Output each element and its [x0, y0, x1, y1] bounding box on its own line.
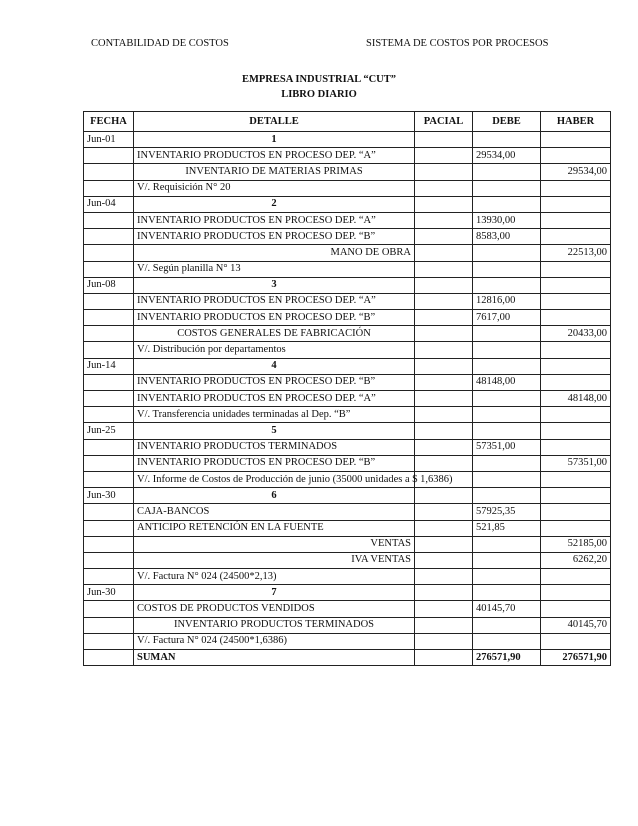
cell-detalle: COSTOS DE PRODUCTOS VENDIDOS	[134, 601, 415, 617]
cell-detalle: SUMAN	[134, 650, 415, 666]
cell-parcial	[415, 536, 473, 552]
cell-haber	[541, 261, 611, 277]
cell-parcial	[415, 293, 473, 309]
cell-haber	[541, 407, 611, 423]
table-row	[84, 520, 611, 536]
cell-debe	[473, 277, 541, 293]
header-left-subject: CONTABILIDAD DE COSTOS	[91, 38, 229, 49]
table-row	[84, 374, 611, 390]
cell-debe: 29534,00	[473, 148, 541, 164]
cell-fecha	[84, 633, 134, 649]
cell-parcial	[415, 374, 473, 390]
cell-haber	[541, 180, 611, 196]
table-row	[84, 293, 611, 309]
cell-haber	[541, 358, 611, 374]
table-row	[84, 407, 611, 423]
table-row	[84, 212, 611, 228]
cell-fecha	[84, 164, 134, 180]
cell-fecha	[84, 391, 134, 407]
cell-debe: 521,85	[473, 520, 541, 536]
cell-debe	[473, 391, 541, 407]
cell-parcial	[415, 601, 473, 617]
column-header-debe: DEBE	[473, 112, 541, 132]
cell-debe: 7617,00	[473, 310, 541, 326]
cell-debe: 8583,00	[473, 229, 541, 245]
cell-debe	[473, 407, 541, 423]
cell-haber	[541, 488, 611, 504]
cell-debe: 48148,00	[473, 374, 541, 390]
cell-parcial	[415, 358, 473, 374]
table-row	[84, 180, 611, 196]
cell-haber: 57351,00	[541, 455, 611, 471]
cell-debe: 13930,00	[473, 212, 541, 228]
cell-detalle: IVA VENTAS	[134, 552, 415, 568]
cell-detalle: 6	[134, 488, 415, 504]
cell-detalle: 1	[134, 132, 415, 148]
table-row	[84, 391, 611, 407]
cell-fecha	[84, 504, 134, 520]
cell-haber	[541, 196, 611, 212]
cell-debe: 57925,35	[473, 504, 541, 520]
cell-detalle: VENTAS	[134, 536, 415, 552]
cell-parcial	[415, 650, 473, 666]
cell-debe	[473, 488, 541, 504]
cell-parcial	[415, 310, 473, 326]
column-header-fecha: FECHA	[84, 112, 134, 132]
cell-detalle: CAJA-BANCOS	[134, 504, 415, 520]
column-header-detalle: DETALLE	[134, 112, 415, 132]
cell-detalle: MANO DE OBRA	[134, 245, 415, 261]
cell-debe	[473, 552, 541, 568]
cell-parcial	[415, 617, 473, 633]
cell-parcial	[415, 212, 473, 228]
cell-haber: 52185,00	[541, 536, 611, 552]
table-row	[84, 439, 611, 455]
cell-detalle: INVENTARIO PRODUCTOS EN PROCESO DEP. “B”	[134, 310, 415, 326]
cell-fecha	[84, 326, 134, 342]
cell-parcial	[415, 326, 473, 342]
cell-debe: 57351,00	[473, 439, 541, 455]
cell-haber: 276571,90	[541, 650, 611, 666]
cell-detalle: 2	[134, 196, 415, 212]
cell-debe	[473, 132, 541, 148]
cell-detalle: V/. Distribución por departamentos	[134, 342, 415, 358]
cell-parcial	[415, 455, 473, 471]
cell-haber	[541, 471, 611, 487]
journal-body	[84, 132, 611, 666]
table-row	[84, 277, 611, 293]
cell-parcial	[415, 504, 473, 520]
cell-detalle: INVENTARIO PRODUCTOS EN PROCESO DEP. “A”	[134, 212, 415, 228]
cell-haber: 22513,00	[541, 245, 611, 261]
cell-fecha: Jun-08	[84, 277, 134, 293]
cell-haber	[541, 439, 611, 455]
cell-fecha: Jun-01	[84, 132, 134, 148]
column-header-parcial: PACIAL	[415, 112, 473, 132]
table-row	[84, 423, 611, 439]
cell-fecha	[84, 471, 134, 487]
cell-haber	[541, 504, 611, 520]
cell-haber	[541, 569, 611, 585]
cell-parcial	[415, 277, 473, 293]
journal-table	[83, 111, 611, 666]
cell-detalle: V/. Factura N° 024 (24500*1,6386)	[134, 633, 415, 649]
cell-debe	[473, 585, 541, 601]
cell-haber: 29534,00	[541, 164, 611, 180]
cell-parcial	[415, 569, 473, 585]
table-row	[84, 310, 611, 326]
cell-fecha	[84, 617, 134, 633]
cell-detalle: INVENTARIO PRODUCTOS EN PROCESO DEP. “A”	[134, 293, 415, 309]
cell-fecha	[84, 180, 134, 196]
cell-detalle: 3	[134, 277, 415, 293]
table-row	[84, 585, 611, 601]
cell-debe: 12816,00	[473, 293, 541, 309]
cell-haber	[541, 310, 611, 326]
cell-fecha: Jun-30	[84, 585, 134, 601]
cell-fecha	[84, 650, 134, 666]
cell-fecha: Jun-14	[84, 358, 134, 374]
cell-parcial	[415, 164, 473, 180]
cell-haber	[541, 633, 611, 649]
cell-haber: 20433,00	[541, 326, 611, 342]
cell-detalle: ANTICIPO RETENCIÓN EN LA FUENTE	[134, 520, 415, 536]
table-row	[84, 229, 611, 245]
cell-haber	[541, 374, 611, 390]
cell-haber	[541, 601, 611, 617]
table-row	[84, 617, 611, 633]
table-row	[84, 148, 611, 164]
cell-debe	[473, 164, 541, 180]
cell-fecha	[84, 342, 134, 358]
table-row	[84, 569, 611, 585]
header-right-topic: SISTEMA DE COSTOS POR PROCESOS	[366, 38, 549, 49]
table-row	[84, 326, 611, 342]
cell-fecha	[84, 229, 134, 245]
table-row	[84, 245, 611, 261]
cell-fecha	[84, 407, 134, 423]
cell-parcial	[415, 229, 473, 245]
cell-parcial	[415, 132, 473, 148]
cell-detalle: 7	[134, 585, 415, 601]
cell-debe	[473, 261, 541, 277]
cell-detalle: COSTOS GENERALES DE FABRICACIÓN	[134, 326, 415, 342]
cell-debe: 40145,70	[473, 601, 541, 617]
table-row	[84, 552, 611, 568]
cell-fecha	[84, 520, 134, 536]
table-row	[84, 488, 611, 504]
cell-haber	[541, 293, 611, 309]
cell-debe	[473, 569, 541, 585]
table-row	[84, 358, 611, 374]
cell-fecha	[84, 245, 134, 261]
cell-debe	[473, 455, 541, 471]
cell-parcial	[415, 245, 473, 261]
cell-debe: 276571,90	[473, 650, 541, 666]
table-row	[84, 504, 611, 520]
table-row	[84, 471, 611, 487]
cell-debe	[473, 342, 541, 358]
cell-fecha	[84, 374, 134, 390]
cell-debe	[473, 196, 541, 212]
table-row	[84, 342, 611, 358]
cell-fecha	[84, 455, 134, 471]
cell-parcial	[415, 261, 473, 277]
cell-detalle: INVENTARIO PRODUCTOS EN PROCESO DEP. “A”	[134, 148, 415, 164]
table-row	[84, 455, 611, 471]
cell-fecha	[84, 212, 134, 228]
cell-fecha	[84, 293, 134, 309]
cell-parcial	[415, 196, 473, 212]
cell-parcial	[415, 520, 473, 536]
cell-haber: 48148,00	[541, 391, 611, 407]
cell-haber	[541, 520, 611, 536]
cell-parcial	[415, 439, 473, 455]
cell-haber: 6262,20	[541, 552, 611, 568]
cell-parcial	[415, 488, 473, 504]
cell-detalle: V/. Requisición N° 20	[134, 180, 415, 196]
cell-parcial	[415, 552, 473, 568]
cell-detalle: V/. Según planilla N° 13	[134, 261, 415, 277]
cell-debe	[473, 358, 541, 374]
table-row	[84, 601, 611, 617]
cell-haber	[541, 132, 611, 148]
cell-detalle: INVENTARIO PRODUCTOS TERMINADOS	[134, 439, 415, 455]
cell-detalle: INVENTARIO PRODUCTOS EN PROCESO DEP. “B”	[134, 455, 415, 471]
cell-fecha: Jun-04	[84, 196, 134, 212]
table-row	[84, 132, 611, 148]
cell-debe	[473, 423, 541, 439]
table-row	[84, 650, 611, 666]
cell-haber	[541, 212, 611, 228]
book-title: LIBRO DIARIO	[281, 89, 357, 100]
cell-parcial	[415, 342, 473, 358]
cell-parcial	[415, 407, 473, 423]
cell-haber	[541, 423, 611, 439]
cell-fecha	[84, 536, 134, 552]
cell-debe	[473, 633, 541, 649]
cell-fecha	[84, 261, 134, 277]
cell-parcial	[415, 423, 473, 439]
cell-parcial	[415, 391, 473, 407]
cell-parcial	[415, 633, 473, 649]
table-row	[84, 536, 611, 552]
cell-haber	[541, 342, 611, 358]
table-header-row	[84, 112, 611, 132]
table-row	[84, 196, 611, 212]
table-row	[84, 164, 611, 180]
table-row	[84, 633, 611, 649]
cell-parcial	[415, 180, 473, 196]
cell-haber	[541, 148, 611, 164]
cell-detalle: 4	[134, 358, 415, 374]
cell-detalle: 5	[134, 423, 415, 439]
cell-detalle: V/. Transferencia unidades terminadas al Dep. “B”	[134, 407, 415, 423]
cell-fecha	[84, 569, 134, 585]
cell-fecha	[84, 601, 134, 617]
cell-detalle: INVENTARIO PRODUCTOS TERMINADOS	[134, 617, 415, 633]
cell-fecha	[84, 148, 134, 164]
cell-fecha	[84, 552, 134, 568]
cell-detalle: V/. Factura N° 024 (24500*2,13)	[134, 569, 415, 585]
cell-haber	[541, 229, 611, 245]
cell-debe	[473, 245, 541, 261]
cell-fecha	[84, 439, 134, 455]
cell-fecha: Jun-30	[84, 488, 134, 504]
cell-debe	[473, 326, 541, 342]
cell-parcial	[415, 148, 473, 164]
cell-fecha: Jun-25	[84, 423, 134, 439]
cell-detalle: INVENTARIO PRODUCTOS EN PROCESO DEP. “B”	[134, 229, 415, 245]
cell-parcial	[415, 585, 473, 601]
cell-haber	[541, 277, 611, 293]
cell-detalle: INVENTARIO PRODUCTOS EN PROCESO DEP. “B”	[134, 374, 415, 390]
company-title: EMPRESA INDUSTRIAL “CUT”	[241, 74, 397, 85]
cell-detalle: V/. Informe de Costos de Producción de junio (35000 unidades a $ 1,6386)	[134, 471, 415, 487]
cell-debe	[473, 617, 541, 633]
cell-detalle: INVENTARIO DE MATERIAS PRIMAS	[134, 164, 415, 180]
cell-debe	[473, 471, 541, 487]
cell-debe	[473, 536, 541, 552]
cell-detalle: INVENTARIO PRODUCTOS EN PROCESO DEP. “A”	[134, 391, 415, 407]
column-header-haber: HABER	[541, 112, 611, 132]
cell-fecha	[84, 310, 134, 326]
cell-haber: 40145,70	[541, 617, 611, 633]
cell-haber	[541, 585, 611, 601]
table-row	[84, 261, 611, 277]
cell-debe	[473, 180, 541, 196]
